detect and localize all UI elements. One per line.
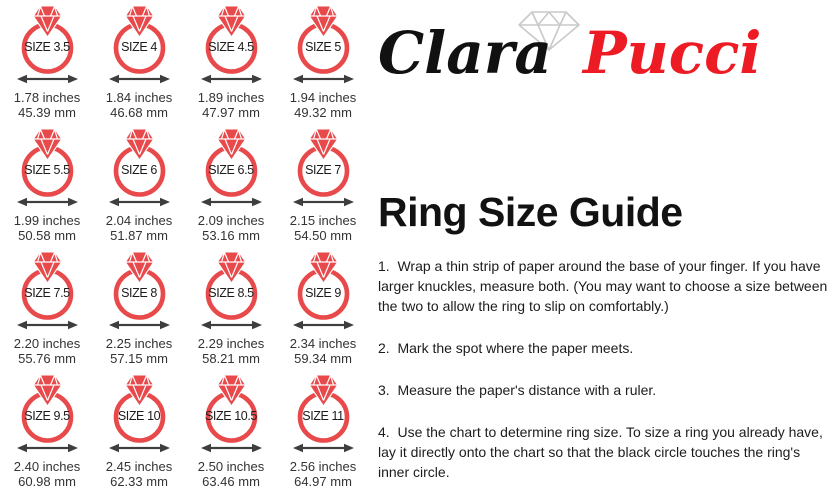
ring-size-cell [1,249,93,372]
ring-size-label: SIZE 3.5 [24,40,70,54]
ring-inches: 2.40 inches [13,459,81,474]
ring-mm: 59.34 mm [294,351,352,366]
ring-measurement [277,90,369,120]
ring-inches: 1.94 inches [289,90,357,105]
ring-size-label: SIZE 11 [302,409,344,423]
ring-mm: 62.33 mm [110,474,168,489]
ring-mm: 50.58 mm [18,228,76,243]
ring-mm: 46.68 mm [110,105,168,120]
ring-measurement [93,213,185,243]
ring-mm: 58.21 mm [202,351,260,366]
ring-inches: 2.20 inches [13,336,81,351]
ring-mm: 63.46 mm [202,474,260,489]
ring-mm: 55.76 mm [18,351,76,366]
ring-size-cell [1,3,93,126]
ring-inches: 2.50 inches [197,459,265,474]
ring-size-cell [185,3,277,126]
ring-size-chart [1,3,369,495]
ring-mm: 57.15 mm [110,351,168,366]
ring-size-cell [1,372,93,495]
ring-inches: 1.78 inches [13,90,81,105]
ring-size-label: SIZE 7.5 [24,286,70,300]
ring-measurement [93,90,185,120]
ring-size-label: SIZE 5.5 [24,163,70,177]
ring-measurement [93,459,185,489]
ring-measurement [93,336,185,366]
ring-inches: 1.84 inches [105,90,173,105]
brand-name-second: Pucci [583,19,762,87]
ring-measurement [185,90,277,120]
ring-size-label: SIZE 9 [305,286,341,300]
instruction-steps [378,256,830,501]
ring-inches: 1.89 inches [197,90,265,105]
ring-size-cell [277,372,369,495]
step-2: 2. Mark the spot where the paper meets. [378,340,634,356]
ring-size-cell [185,249,277,372]
step-3: 3. Measure the paper's distance with a ruler. [378,382,657,398]
ring-mm: 51.87 mm [110,228,168,243]
ring-mm: 47.97 mm [202,105,260,120]
ring-mm: 64.97 mm [294,474,352,489]
ring-measurement [277,336,369,366]
ring-measurement [185,336,277,366]
ring-measurement [277,213,369,243]
ring-size-label: SIZE 9.5 [24,409,70,423]
ring-size-label: SIZE 5 [305,40,341,54]
ring-mm: 45.39 mm [18,105,76,120]
ring-size-cell [93,3,185,126]
ring-inches: 2.15 inches [289,213,357,228]
ring-size-label: SIZE 7 [305,163,341,177]
ring-size-cell [277,126,369,249]
ring-measurement [185,213,277,243]
ring-inches: 2.09 inches [197,213,265,228]
ring-inches: 2.34 inches [289,336,357,351]
ring-size-label: SIZE 10.5 [205,409,257,423]
ring-size-label: SIZE 4 [121,40,157,54]
ring-inches: 2.56 inches [289,459,357,474]
ring-size-cell [277,3,369,126]
ring-mm: 54.50 mm [294,228,352,243]
ring-size-label: SIZE 8.5 [208,286,254,300]
step-1: 1. Wrap a thin strip of paper around the base of your finger. If you have larger knuckles, measure both. (You may want to choose a size between the two to allow the ring to slip on comfortably.) [378,258,832,314]
page-title: Ring Size Guide [378,189,683,235]
brand-name-first: Clara [378,19,552,87]
ring-size-cell [93,126,185,249]
ring-measurement [1,336,93,366]
brand-logo [378,10,798,102]
ring-inches: 2.29 inches [197,336,265,351]
ring-size-cell [277,249,369,372]
ring-size-cell [185,126,277,249]
ring-mm: 49.32 mm [294,105,352,120]
ring-size-label: SIZE 6.5 [208,163,254,177]
ring-mm: 60.98 mm [18,474,76,489]
ring-measurement [1,459,93,489]
ring-inches: 2.25 inches [105,336,173,351]
ring-size-label: SIZE 4.5 [208,40,254,54]
ring-size-label: SIZE 6 [121,163,157,177]
ring-size-cell [185,372,277,495]
ring-size-cell [1,126,93,249]
ring-inches: 2.45 inches [105,459,173,474]
ring-inches: 1.99 inches [13,213,81,228]
ring-measurement [1,90,93,120]
ring-measurement [1,213,93,243]
ring-inches: 2.04 inches [105,213,173,228]
ring-size-label: SIZE 10 [117,409,161,423]
ring-size-cell [93,249,185,372]
ring-size-label: SIZE 8 [121,286,157,300]
ring-mm: 53.16 mm [202,228,260,243]
ring-measurement [185,459,277,489]
step-4: 4. Use the chart to determine ring size. To size a ring you already have, lay it directly onto the chart so that the black circle touches the ring's inner circle. [378,424,827,480]
ring-size-cell [93,372,185,495]
ring-measurement [277,459,369,489]
